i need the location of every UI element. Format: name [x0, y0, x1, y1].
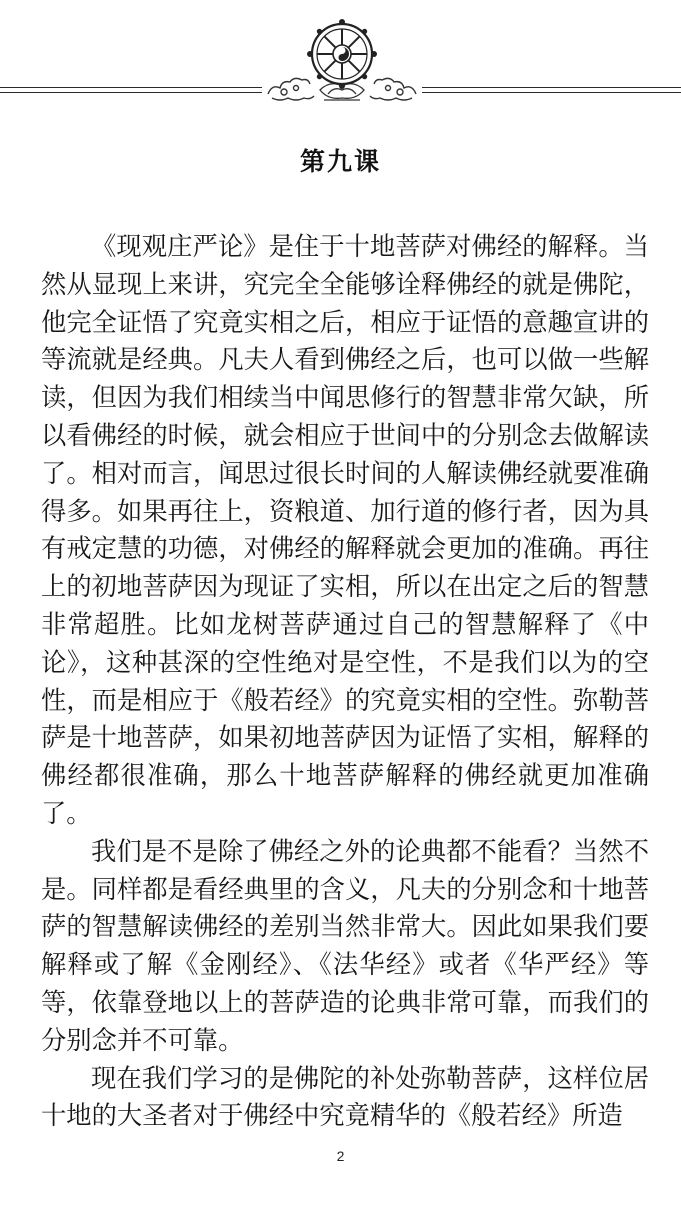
paragraph: 现在我们学习的是佛陀的补处弥勒菩萨，这样位居十地的大圣者对于佛经中究竟精华的《般若经》所造: [41, 1063, 649, 1131]
dharma-wheel-icon: [262, 14, 422, 106]
body-text: [41, 228, 649, 1135]
paragraph: 我们是不是除了佛经之外的论典都不能看？当然不是。同样都是看经典里的含义，凡夫的分别念和十地菩萨的智慧解读佛经的差别当然非常大。因此如果我们要解释或了解《金刚经》、《法华经》或者《华严经》等等，依靠登地以上的菩萨造的论典非常可靠，而我们的分别念并不可靠。: [41, 836, 649, 1055]
page-number: 2: [336, 1148, 345, 1164]
paragraph: 《现观庄严论》是住于十地菩萨对佛经的解释。当然从显现上来讲，究完全全能够诠释佛经的就是佛陀，他完全证悟了究竟实相之后，相应于证悟的意趣宣讲的等流就是经典。凡夫人看到佛经之后，也可以做一些解读，但因为我们相续当中闻思修行的智慧非常欠缺，所以看佛经的时候，就会相应于世间中的分别念去做解读了。相对而言，闻思过很长时间的人解读佛经就要准确得多。如果再往上，资粮道、加行道的修行者，因为具有戒定慧的功德，对佛经的解释就会更加的准确。再往上的初地菩萨因为现证了实相，所以在出定之后的智慧非常超胜。比如龙树菩萨通过自己的智慧解释了《中论》，这种甚深的空性绝对是空性，不是我们以为的空性，而是相应于《般若经》的究竟实相的空性。弥勒菩萨是十地菩萨，如果初地菩萨因为证悟了实相，解释的佛经都很准确，那么十地菩萨解释的佛经就更加准确了。: [41, 232, 649, 828]
lesson-title: 第九课: [299, 147, 381, 176]
